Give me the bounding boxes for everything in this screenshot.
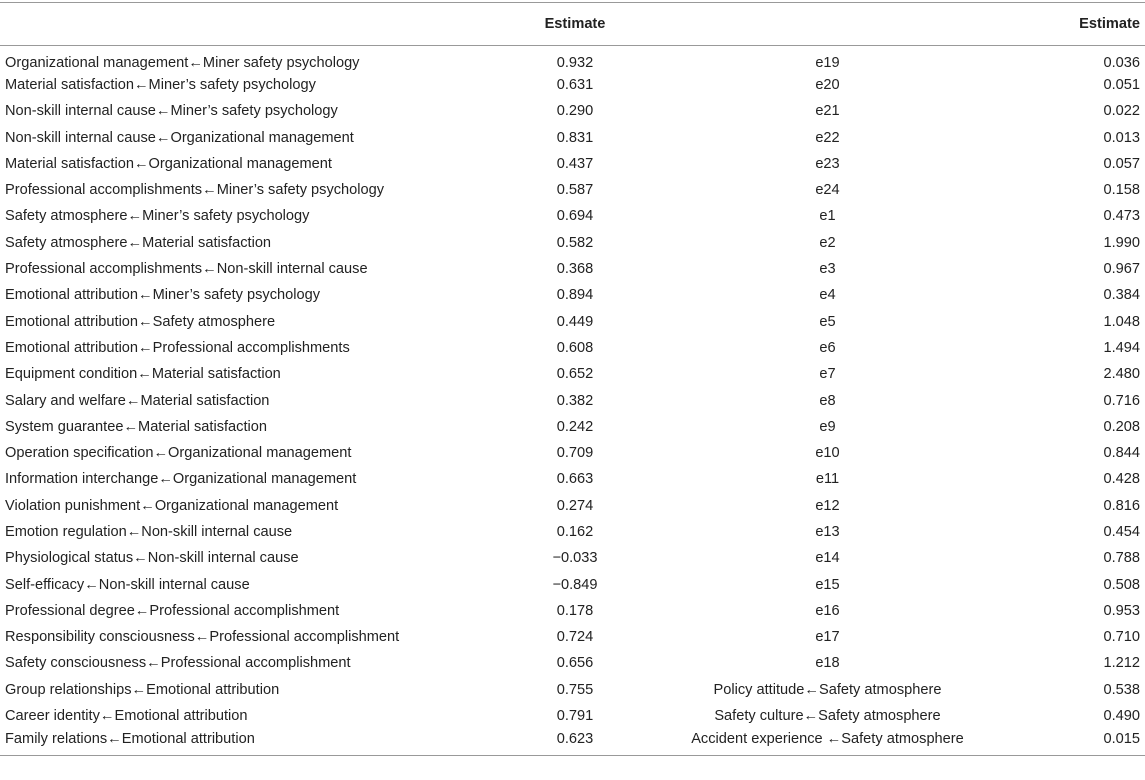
table-row — [0, 598, 1145, 624]
estimate-cell: 0.382 — [556, 392, 594, 409]
table-row — [0, 519, 1145, 545]
path-cell: Material satisfaction←Miner’s safety psychology — [5, 76, 316, 93]
error-term-cell: Policy attitude←Safety atmosphere — [713, 681, 942, 698]
estimate-cell: 0.631 — [556, 76, 594, 93]
error-estimate-cell: 1.990 — [1103, 234, 1140, 251]
path-cell: Violation punishment←Organizational management — [5, 497, 339, 514]
error-estimate-cell: 0.716 — [1103, 392, 1140, 409]
estimate-cell: 0.242 — [556, 418, 594, 435]
estimate-cell: 0.290 — [556, 103, 594, 120]
estimate-cell: 0.587 — [556, 182, 594, 199]
error-estimate-cell: 0.710 — [1103, 629, 1140, 646]
estimate-cell: 0.623 — [556, 731, 594, 748]
error-term-cell: e22 — [815, 129, 840, 146]
estimate-cell: 0.162 — [556, 523, 594, 540]
estimate-cell: 0.652 — [556, 366, 594, 383]
error-term-cell: e5 — [819, 313, 836, 330]
error-term-cell: e21 — [815, 103, 840, 120]
path-cell: Information interchange←Organizational management — [5, 471, 357, 488]
error-term-cell: e3 — [819, 261, 836, 278]
estimate-cell: 0.608 — [556, 339, 594, 356]
error-term-cell: Accident experience ←Safety atmosphere — [691, 731, 964, 748]
estimate-cell: −0.033 — [552, 550, 598, 567]
error-estimate-cell: 0.057 — [1103, 155, 1140, 172]
estimate-cell: 0.831 — [556, 129, 594, 146]
error-estimate-cell: 0.015 — [1103, 731, 1140, 748]
error-term-cell: e10 — [815, 445, 840, 462]
table-row — [0, 650, 1145, 676]
estimate-cell: 0.709 — [556, 445, 594, 462]
error-estimate-cell: 1.494 — [1103, 339, 1140, 356]
error-estimate-cell: 0.473 — [1103, 208, 1140, 225]
estimate-cell: 0.894 — [556, 287, 594, 304]
path-cell: Non-skill internal cause←Miner’s safety psychology — [5, 103, 338, 120]
path-cell: Salary and welfare←Material satisfaction — [5, 392, 270, 409]
path-cell: Operation specification←Organizational management — [5, 445, 352, 462]
table-row — [0, 387, 1145, 413]
table-row — [0, 98, 1145, 124]
table-row — [0, 46, 1145, 72]
error-term-cell: e14 — [815, 550, 840, 567]
path-cell: Safety atmosphere←Miner’s safety psychology — [5, 208, 310, 225]
path-cell: Family relations←Emotional attribution — [5, 731, 255, 748]
table-row — [0, 177, 1145, 203]
table-row — [0, 703, 1145, 729]
error-term-cell: e12 — [815, 497, 840, 514]
path-cell: Safety atmosphere←Material satisfaction — [5, 234, 272, 251]
path-cell: Emotional attribution←Miner’s safety psychology — [5, 287, 320, 304]
table-row — [0, 493, 1145, 519]
table-row — [0, 72, 1145, 98]
path-cell: Physiological status←Non-skill internal cause — [5, 550, 299, 567]
error-estimate-cell: 0.508 — [1103, 576, 1140, 593]
estimate-cell: −0.849 — [552, 576, 598, 593]
path-cell: Professional accomplishments←Miner’s safety psychology — [5, 182, 385, 199]
error-term-cell: e11 — [815, 471, 840, 488]
error-estimate-cell: 0.036 — [1103, 54, 1140, 71]
header-error-estimate-column: Estimate — [1079, 16, 1140, 32]
error-estimate-cell: 0.844 — [1103, 445, 1140, 462]
error-estimate-cell: 0.428 — [1103, 471, 1140, 488]
error-term-cell: e19 — [815, 54, 840, 71]
error-estimate-cell: 0.022 — [1103, 103, 1140, 120]
error-estimate-cell: 0.967 — [1103, 261, 1140, 278]
error-term-cell: e15 — [815, 576, 840, 593]
estimate-cell: 0.724 — [556, 629, 594, 646]
table-row — [0, 124, 1145, 150]
error-term-cell: e2 — [819, 234, 836, 251]
estimate-cell: 0.663 — [556, 471, 594, 488]
error-term-cell: e24 — [815, 182, 840, 199]
path-cell: Group relationships←Emotional attribution — [5, 681, 280, 698]
error-term-cell: e13 — [815, 523, 840, 540]
error-term-cell: e4 — [819, 287, 836, 304]
table-row — [0, 440, 1145, 466]
estimate-cell: 0.178 — [556, 602, 594, 619]
error-estimate-cell: 1.212 — [1103, 655, 1140, 672]
estimate-cell: 0.274 — [556, 497, 594, 514]
error-estimate-cell: 0.158 — [1103, 182, 1140, 199]
path-cell: Professional degree←Professional accomplishment — [5, 602, 340, 619]
path-cell: Non-skill internal cause←Organizational management — [5, 129, 354, 146]
error-term-cell: e16 — [815, 602, 840, 619]
path-cell: Organizational management←Miner safety psychology — [5, 54, 360, 71]
header-estimate-column: Estimate — [544, 16, 606, 32]
path-cell: Self-efficacy←Non-skill internal cause — [5, 576, 250, 593]
table-row — [0, 624, 1145, 650]
error-estimate-cell: 0.013 — [1103, 129, 1140, 146]
header-error-term-column — [640, 3, 1015, 46]
table-row — [0, 282, 1145, 308]
table-row — [0, 335, 1145, 361]
table-header-row — [0, 3, 1145, 46]
error-estimate-cell: 0.953 — [1103, 602, 1140, 619]
error-term-cell: e1 — [819, 208, 836, 225]
error-estimate-cell: 0.208 — [1103, 418, 1140, 435]
header-path-column — [0, 3, 470, 46]
path-cell: Responsibility consciousness←Professional accomplishment — [5, 629, 400, 646]
table-row — [0, 361, 1145, 387]
path-cell: Emotion regulation←Non-skill internal cause — [5, 523, 293, 540]
estimates-table — [0, 2, 1145, 756]
path-cell: Material satisfaction←Organizational management — [5, 155, 332, 172]
error-estimate-cell: 0.816 — [1103, 497, 1140, 514]
error-term-cell: e8 — [819, 392, 836, 409]
error-term-cell: e9 — [819, 418, 836, 435]
path-cell: Career identity←Emotional attribution — [5, 708, 248, 725]
table-row — [0, 203, 1145, 229]
estimate-cell: 0.932 — [556, 54, 594, 71]
estimate-cell: 0.449 — [556, 313, 594, 330]
error-estimate-cell: 2.480 — [1103, 366, 1140, 383]
path-cell: Professional accomplishments←Non-skill internal cause — [5, 261, 368, 278]
table-row — [0, 414, 1145, 440]
error-term-cell: e17 — [815, 629, 840, 646]
error-estimate-cell: 1.048 — [1103, 313, 1140, 330]
error-estimate-cell: 0.384 — [1103, 287, 1140, 304]
estimate-cell: 0.582 — [556, 234, 594, 251]
estimate-cell: 0.755 — [556, 681, 594, 698]
table-row — [0, 729, 1145, 755]
estimate-cell: 0.437 — [556, 155, 594, 172]
estimate-cell: 0.791 — [556, 708, 594, 725]
table-row — [0, 256, 1145, 282]
error-estimate-cell: 0.788 — [1103, 550, 1140, 567]
table-row — [0, 677, 1145, 703]
estimate-cell: 0.694 — [556, 208, 594, 225]
table-row — [0, 466, 1145, 492]
error-term-cell: e6 — [819, 339, 836, 356]
table-row — [0, 230, 1145, 256]
table-row — [0, 308, 1145, 334]
table-row — [0, 545, 1145, 571]
error-term-cell: Safety culture←Safety atmosphere — [714, 708, 941, 725]
error-estimate-cell: 0.454 — [1103, 523, 1140, 540]
error-term-cell: e20 — [815, 76, 840, 93]
path-cell: Equipment condition←Material satisfaction — [5, 366, 281, 383]
error-term-cell: e23 — [815, 155, 840, 172]
path-cell: Emotional attribution←Safety atmosphere — [5, 313, 276, 330]
error-term-cell: e18 — [815, 655, 840, 672]
error-estimate-cell: 0.490 — [1103, 708, 1140, 725]
estimate-cell: 0.368 — [556, 261, 594, 278]
estimate-cell: 0.656 — [556, 655, 594, 672]
table-row — [0, 151, 1145, 177]
error-estimate-cell: 0.538 — [1103, 681, 1140, 698]
error-estimate-cell: 0.051 — [1103, 76, 1140, 93]
path-cell: Safety consciousness←Professional accomplishment — [5, 655, 351, 672]
error-term-cell: e7 — [819, 366, 836, 383]
table-row — [0, 571, 1145, 597]
path-cell: System guarantee←Material satisfaction — [5, 418, 267, 435]
path-cell: Emotional attribution←Professional accomplishments — [5, 339, 350, 356]
